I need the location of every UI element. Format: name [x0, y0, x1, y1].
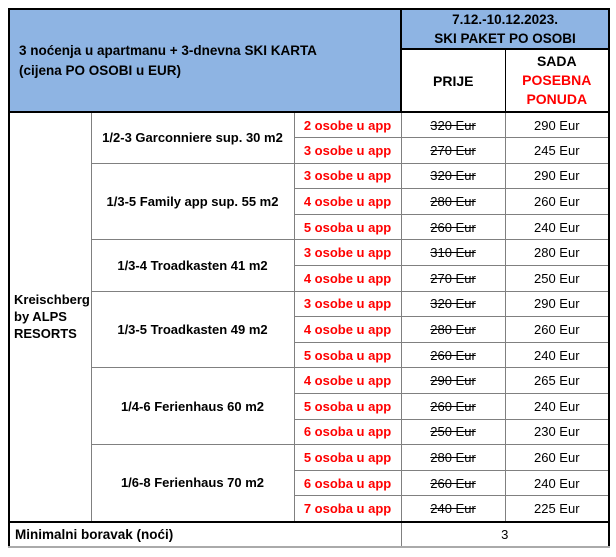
price-now-cell: 260 Eur [505, 317, 609, 343]
price-before-cell: 280 Eur [401, 317, 505, 343]
occupancy-cell: 5 osoba u app [294, 394, 401, 420]
resort-line2: by ALPS [14, 309, 67, 325]
price-now-cell: 290 Eur [505, 163, 609, 189]
apartment-name-cell: 1/2-3 Garconniere sup. 30 m2 [91, 112, 294, 163]
price-before-cell: 260 Eur [401, 214, 505, 240]
occupancy-cell: 6 osoba u app [294, 470, 401, 496]
price-before-cell: 250 Eur [401, 419, 505, 445]
price-before-cell: 270 Eur [401, 138, 505, 164]
price-before-cell: 280 Eur [401, 189, 505, 215]
special-offer-line1: POSEBNA [522, 72, 592, 88]
price-now-cell: 290 Eur [505, 291, 609, 317]
occupancy-cell: 2 osobe u app [294, 112, 401, 138]
occupancy-cell: 3 osobe u app [294, 291, 401, 317]
price-before-cell: 260 Eur [401, 342, 505, 368]
occupancy-cell: 3 osobe u app [294, 138, 401, 164]
apartment-name-cell: 1/3-4 Troadkasten 41 m2 [91, 240, 294, 291]
apartment-name-cell: 1/3-5 Family app sup. 55 m2 [91, 163, 294, 240]
occupancy-cell: 3 osobe u app [294, 163, 401, 189]
column-header-now [505, 49, 609, 112]
now-label: SADA [536, 53, 577, 69]
price-now-cell: 245 Eur [505, 138, 609, 164]
table-title-cell [9, 9, 401, 112]
price-before-cell: 260 Eur [401, 470, 505, 496]
price-before-cell: 310 Eur [401, 240, 505, 266]
column-header-before: PRIJE [401, 49, 505, 112]
price-now-cell: 250 Eur [505, 266, 609, 292]
price-before-cell: 290 Eur [401, 368, 505, 394]
occupancy-cell: 5 osoba u app [294, 214, 401, 240]
min-stay-value: 3 [401, 522, 609, 547]
table-title-line2: (cijena PO OSOBI u EUR) [19, 62, 182, 78]
apartment-name-cell: 1/6-8 Ferienhaus 70 m2 [91, 445, 294, 522]
price-now-cell: 290 Eur [505, 112, 609, 138]
table-title-line1: 3 noćenja u apartmanu + 3-dnevna SKI KARTA [19, 42, 317, 58]
period-header-cell [401, 9, 609, 49]
price-before-cell: 260 Eur [401, 394, 505, 420]
price-before-cell: 270 Eur [401, 266, 505, 292]
price-now-cell: 240 Eur [505, 214, 609, 240]
occupancy-cell: 5 osoba u app [294, 445, 401, 471]
price-now-cell: 230 Eur [505, 419, 609, 445]
price-now-cell: 280 Eur [505, 240, 609, 266]
apartment-name-cell: 1/4-6 Ferienhaus 60 m2 [91, 368, 294, 445]
price-now-cell: 240 Eur [505, 342, 609, 368]
price-now-cell: 265 Eur [505, 368, 609, 394]
price-now-cell: 240 Eur [505, 394, 609, 420]
occupancy-cell: 4 osobe u app [294, 368, 401, 394]
ski-price-table [8, 8, 610, 548]
resort-name-cell [9, 112, 91, 522]
occupancy-cell: 4 osobe u app [294, 189, 401, 215]
special-offer-line2: PONUDA [526, 91, 588, 107]
price-now-cell: 225 Eur [505, 496, 609, 522]
period-subtitle: SKI PAKET PO OSOBI [434, 31, 576, 46]
resort-line1: Kreischberg [14, 292, 90, 308]
resort-line3: RESORTS [14, 326, 77, 342]
occupancy-cell: 5 osoba u app [294, 342, 401, 368]
period-dates: 7.12.-10.12.2023. [452, 12, 558, 27]
price-before-cell: 320 Eur [401, 163, 505, 189]
occupancy-cell: 4 osobe u app [294, 266, 401, 292]
min-stay-label: Minimalni boravak (noći) [9, 522, 401, 547]
price-before-cell: 240 Eur [401, 496, 505, 522]
price-before-cell: 320 Eur [401, 291, 505, 317]
price-before-cell: 320 Eur [401, 112, 505, 138]
occupancy-cell: 3 osobe u app [294, 240, 401, 266]
occupancy-cell: 4 osobe u app [294, 317, 401, 343]
occupancy-cell: 6 osoba u app [294, 419, 401, 445]
apartment-name-cell: 1/3-5 Troadkasten 49 m2 [91, 291, 294, 368]
price-before-cell: 280 Eur [401, 445, 505, 471]
price-now-cell: 260 Eur [505, 445, 609, 471]
price-now-cell: 240 Eur [505, 470, 609, 496]
price-now-cell: 260 Eur [505, 189, 609, 215]
occupancy-cell: 7 osoba u app [294, 496, 401, 522]
